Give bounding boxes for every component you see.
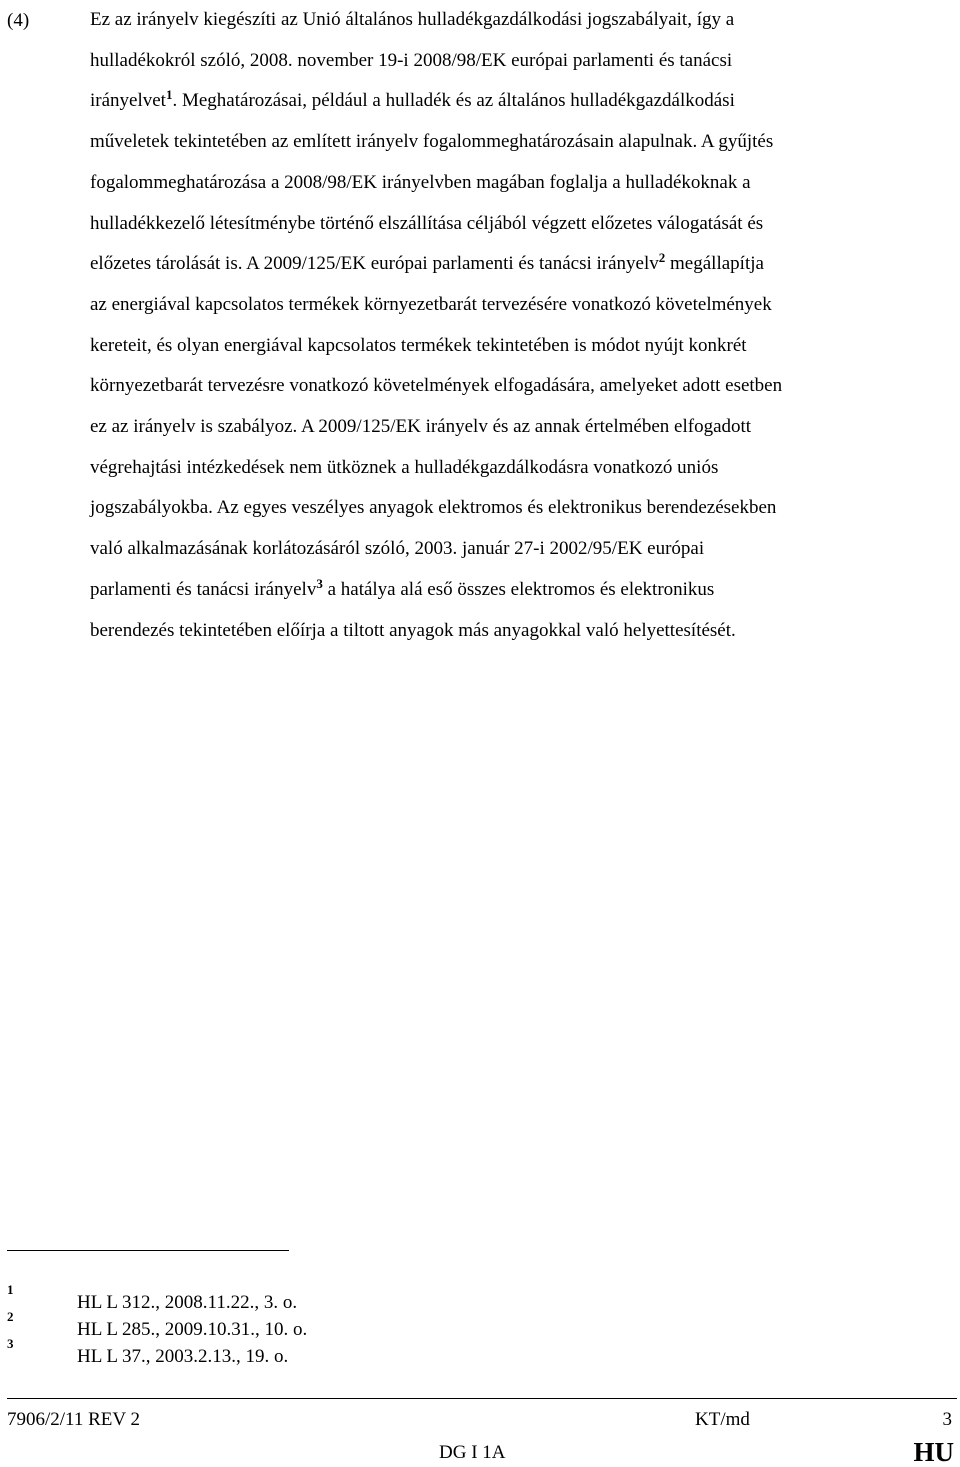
text-segment: előzetes tárolását is. A 2009/125/EK európai parlamenti és tanácsi irányelv	[90, 253, 659, 275]
text-segment: megállapítja	[665, 253, 764, 275]
footnote-mark: 1	[7, 1282, 14, 1297]
text-segment: . Meghatározásai, például a hulladék és az általános hulladékgazdálkodási	[172, 90, 735, 112]
text-line	[90, 366, 952, 407]
footnote-text: HL L 285., 2009.10.31., 10. o.	[77, 1319, 308, 1340]
text-line	[90, 81, 952, 122]
footnote-1	[0, 1282, 960, 1319]
text-line	[90, 122, 952, 163]
footnotes	[0, 1282, 960, 1373]
footnote-reference-2[interactable]: 2	[658, 250, 666, 266]
recital-text	[90, 0, 952, 651]
text-segment: kereteit, és olyan energiával kapcsolatos termékek tekintetében is módot nyújt konkrét	[90, 334, 747, 356]
directorate-general: DG I 1A	[439, 1442, 506, 1463]
text-line	[90, 488, 952, 529]
text-line	[90, 244, 952, 285]
text-segment: műveletek tekintetében az említett irányelv fogalommeghatározásain alapulnak. A gyűjtés	[90, 131, 774, 153]
text-segment: az energiával kapcsolatos termékek környezetbarát tervezésére vonatkozó követelmények	[90, 293, 772, 315]
footnote-2	[0, 1309, 960, 1346]
footnote-reference-1[interactable]: 1	[165, 87, 173, 103]
text-line	[90, 285, 952, 326]
footnote-mark: 3	[7, 1336, 14, 1351]
text-segment: hulladékokról szóló, 2008. november 19-i 2008/98/EK európai parlamenti és tanácsi	[90, 49, 733, 71]
footnote-reference-3[interactable]: 3	[316, 575, 323, 591]
text-segment: hulladékkezelő létesítménybe történő elszállítása céljából végzett előzetes válogatását és	[90, 212, 764, 234]
text-segment: fogalommeghatározása a 2008/98/EK irányelvben magában foglalja a hulladékoknak a	[90, 171, 751, 193]
text-line	[90, 448, 952, 489]
text-segment: irányelvet	[90, 90, 166, 112]
text-line	[90, 570, 952, 611]
text-segment: a hatálya alá eső összes elektromos és elektronikus	[322, 578, 715, 600]
text-segment: Ez az irányelv kiegészíti az Unió általános hulladékgazdálkodási jogszabályait, így a	[90, 9, 735, 30]
text-segment: való alkalmazásának korlátozásáról szóló, 2003. január 27-i 2002/95/EK európai	[90, 538, 705, 560]
author-initials: KT/md	[695, 1409, 750, 1430]
footnote-mark: 2	[7, 1309, 14, 1324]
text-line	[90, 163, 952, 204]
footnote-text: HL L 312., 2008.11.22., 3. o.	[77, 1292, 298, 1313]
footer-divider	[7, 1398, 957, 1399]
language-code: HU	[913, 1437, 954, 1467]
text-line	[90, 41, 952, 82]
document-reference: 7906/2/11 REV 2	[7, 1409, 141, 1430]
text-line	[90, 529, 952, 570]
text-segment: környezetbarát tervezésre vonatkozó követelmények elfogadására, amelyeket adott esetben	[90, 375, 783, 397]
text-segment: berendezés tekintetében előírja a tiltott anyagok más anyagokkal való helyettesítését.	[90, 619, 736, 641]
text-segment: jogszabályokba. Az egyes veszélyes anyagok elektromos és elektronikus berendezésekben	[90, 497, 777, 519]
text-line	[90, 407, 952, 448]
page-number: 3	[942, 1409, 952, 1430]
footnote-3	[0, 1336, 960, 1373]
recital-number: (4)	[7, 10, 30, 31]
text-segment: ez az irányelv is szabályoz. A 2009/125/EK irányelv és az annak értelmében elfogadott	[90, 416, 752, 438]
text-segment: parlamenti és tanácsi irányelv	[90, 578, 317, 600]
text-line	[90, 0, 952, 41]
text-line	[90, 326, 952, 367]
footnote-text: HL L 37., 2003.2.13., 19. o.	[77, 1346, 289, 1367]
text-line	[90, 611, 952, 652]
footnote-divider	[7, 1250, 289, 1251]
text-line	[90, 204, 952, 245]
text-segment: végrehajtási intézkedések nem ütköznek a hulladékgazdálkodásra vonatkozó uniós	[90, 456, 719, 478]
